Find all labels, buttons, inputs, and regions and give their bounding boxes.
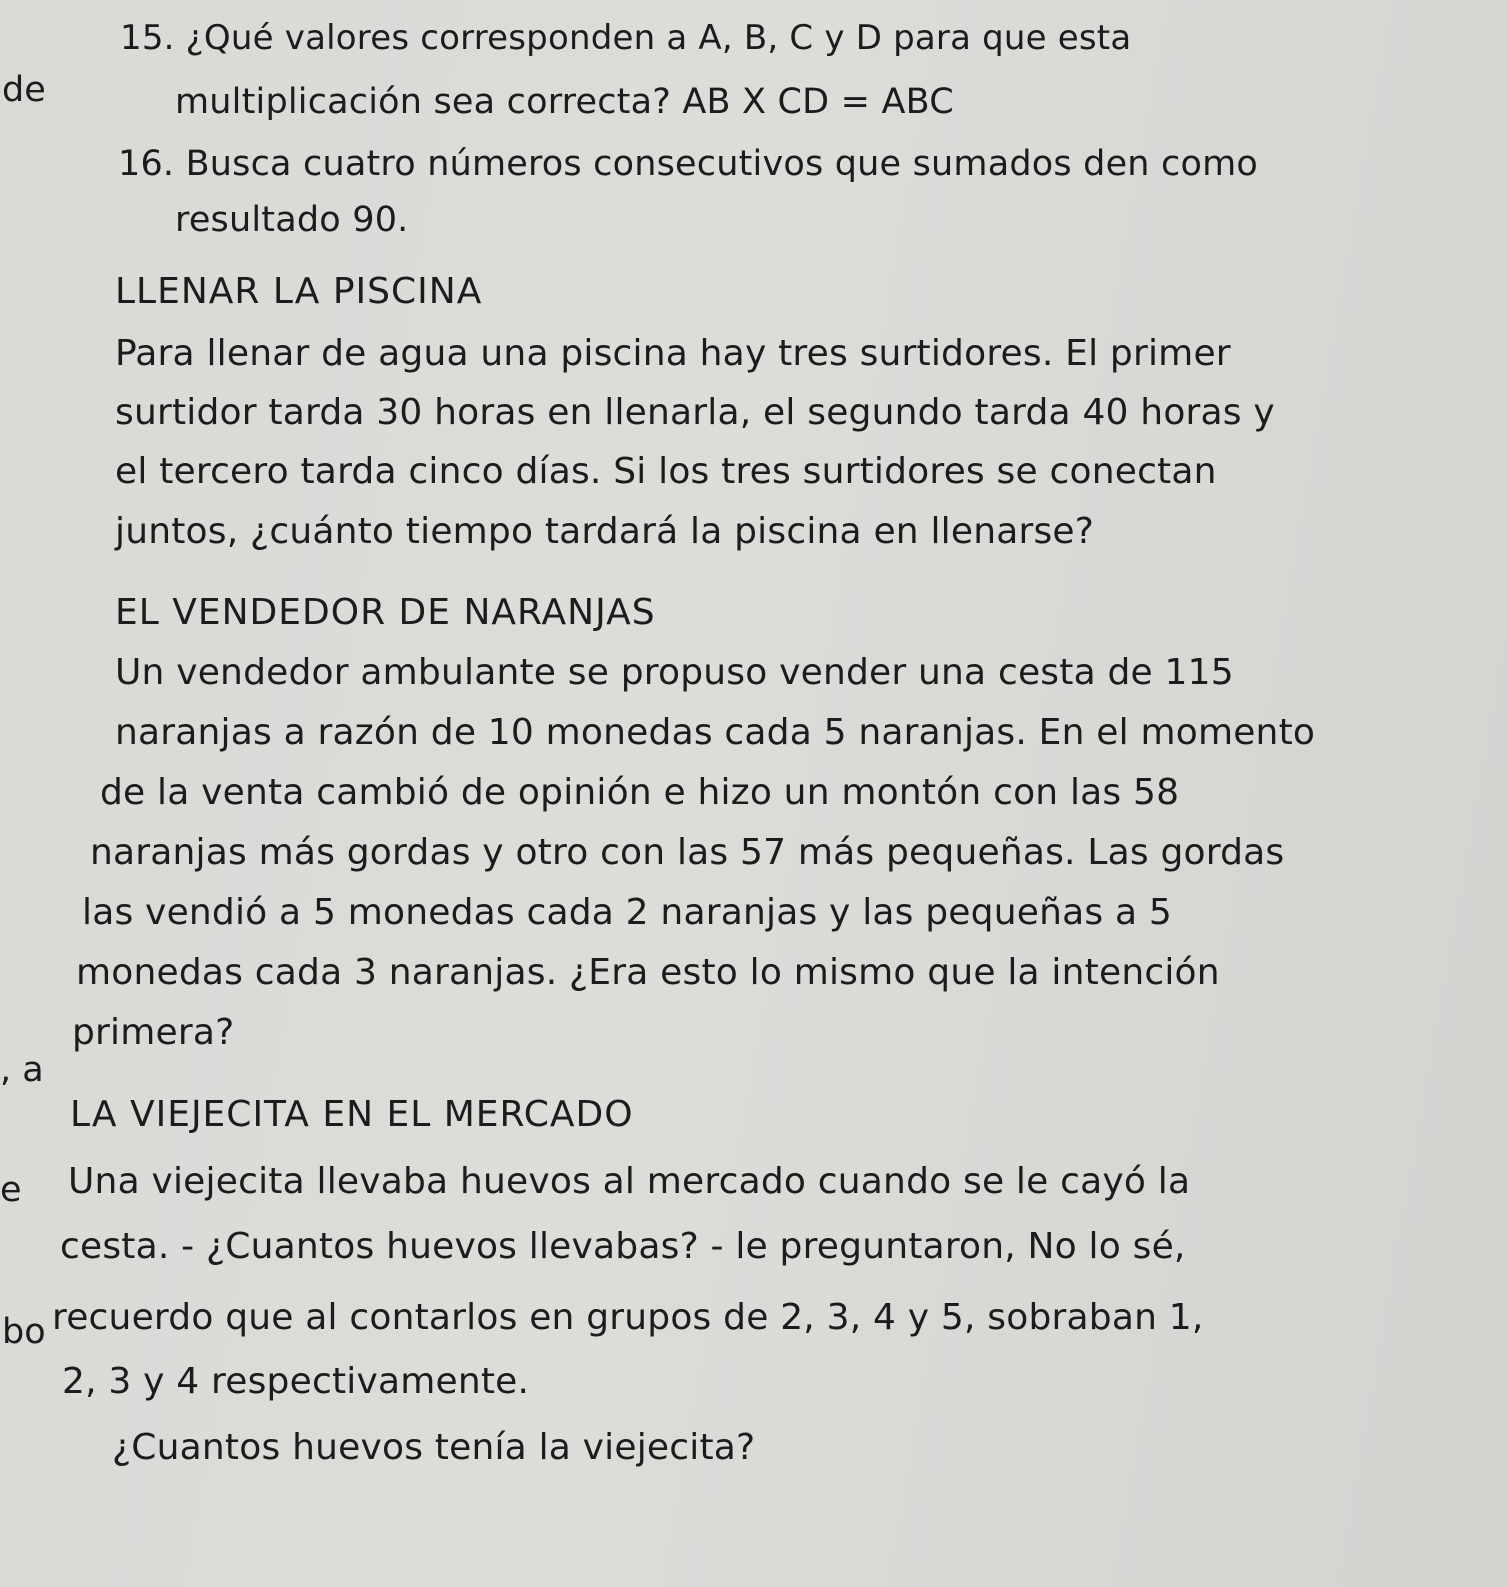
margin-fragment-comma-a: , a [0,1050,44,1090]
heading-piscina: LLENAR LA PISCINA [115,271,483,312]
piscina-line-2: surtidor tarda 30 horas en llenarla, el segundo tarda 40 horas y [115,392,1275,433]
naranjas-line-3: de la venta cambió de opinión e hizo un montón con las 58 [100,772,1180,813]
naranjas-line-6: monedas cada 3 naranjas. ¿Era esto lo mismo que la intención [76,952,1220,993]
margin-fragment-de: de [2,70,46,110]
viejecita-line-5: ¿Cuantos huevos tenía la viejecita? [112,1427,756,1468]
viejecita-line-1: Una viejecita llevaba huevos al mercado cuando se le cayó la [68,1161,1191,1202]
problem-16-line-1: 16. Busca cuatro números consecutivos que sumados den como [118,144,1258,184]
naranjas-line-7: primera? [72,1012,235,1053]
piscina-line-3: el tercero tarda cinco días. Si los tres surtidores se conectan [115,451,1217,492]
naranjas-line-1: Un vendedor ambulante se propuso vender una cesta de 115 [115,652,1234,693]
problem-15-line-1: 15. ¿Qué valores corresponden a A, B, C y D para que esta [120,18,1132,58]
problem-15-line-2: multiplicación sea correcta? AB X CD = ABC [175,82,954,122]
margin-fragment-e: e [0,1170,22,1210]
viejecita-line-4: 2, 3 y 4 respectivamente. [62,1361,530,1402]
piscina-line-4: juntos, ¿cuánto tiempo tardará la piscina en llenarse? [115,511,1095,552]
problem-16-line-2: resultado 90. [175,200,409,240]
piscina-line-1: Para llenar de agua una piscina hay tres surtidores. El primer [115,333,1231,374]
heading-naranjas: EL VENDEDOR DE NARANJAS [115,592,656,633]
heading-viejecita: LA VIEJECITA EN EL MERCADO [70,1094,634,1135]
naranjas-line-2: naranjas a razón de 10 monedas cada 5 naranjas. En el momento [115,712,1316,753]
naranjas-line-5: las vendió a 5 monedas cada 2 naranjas y las pequeñas a 5 [82,892,1172,933]
viejecita-line-3: recuerdo que al contarlos en grupos de 2, 3, 4 y 5, sobraban 1, [52,1297,1204,1338]
viejecita-line-2: cesta. - ¿Cuantos huevos llevabas? - le preguntaron, No lo sé, [60,1226,1186,1267]
naranjas-line-4: naranjas más gordas y otro con las 57 más pequeñas. Las gordas [90,832,1285,873]
margin-fragment-bo: bo [2,1312,46,1352]
